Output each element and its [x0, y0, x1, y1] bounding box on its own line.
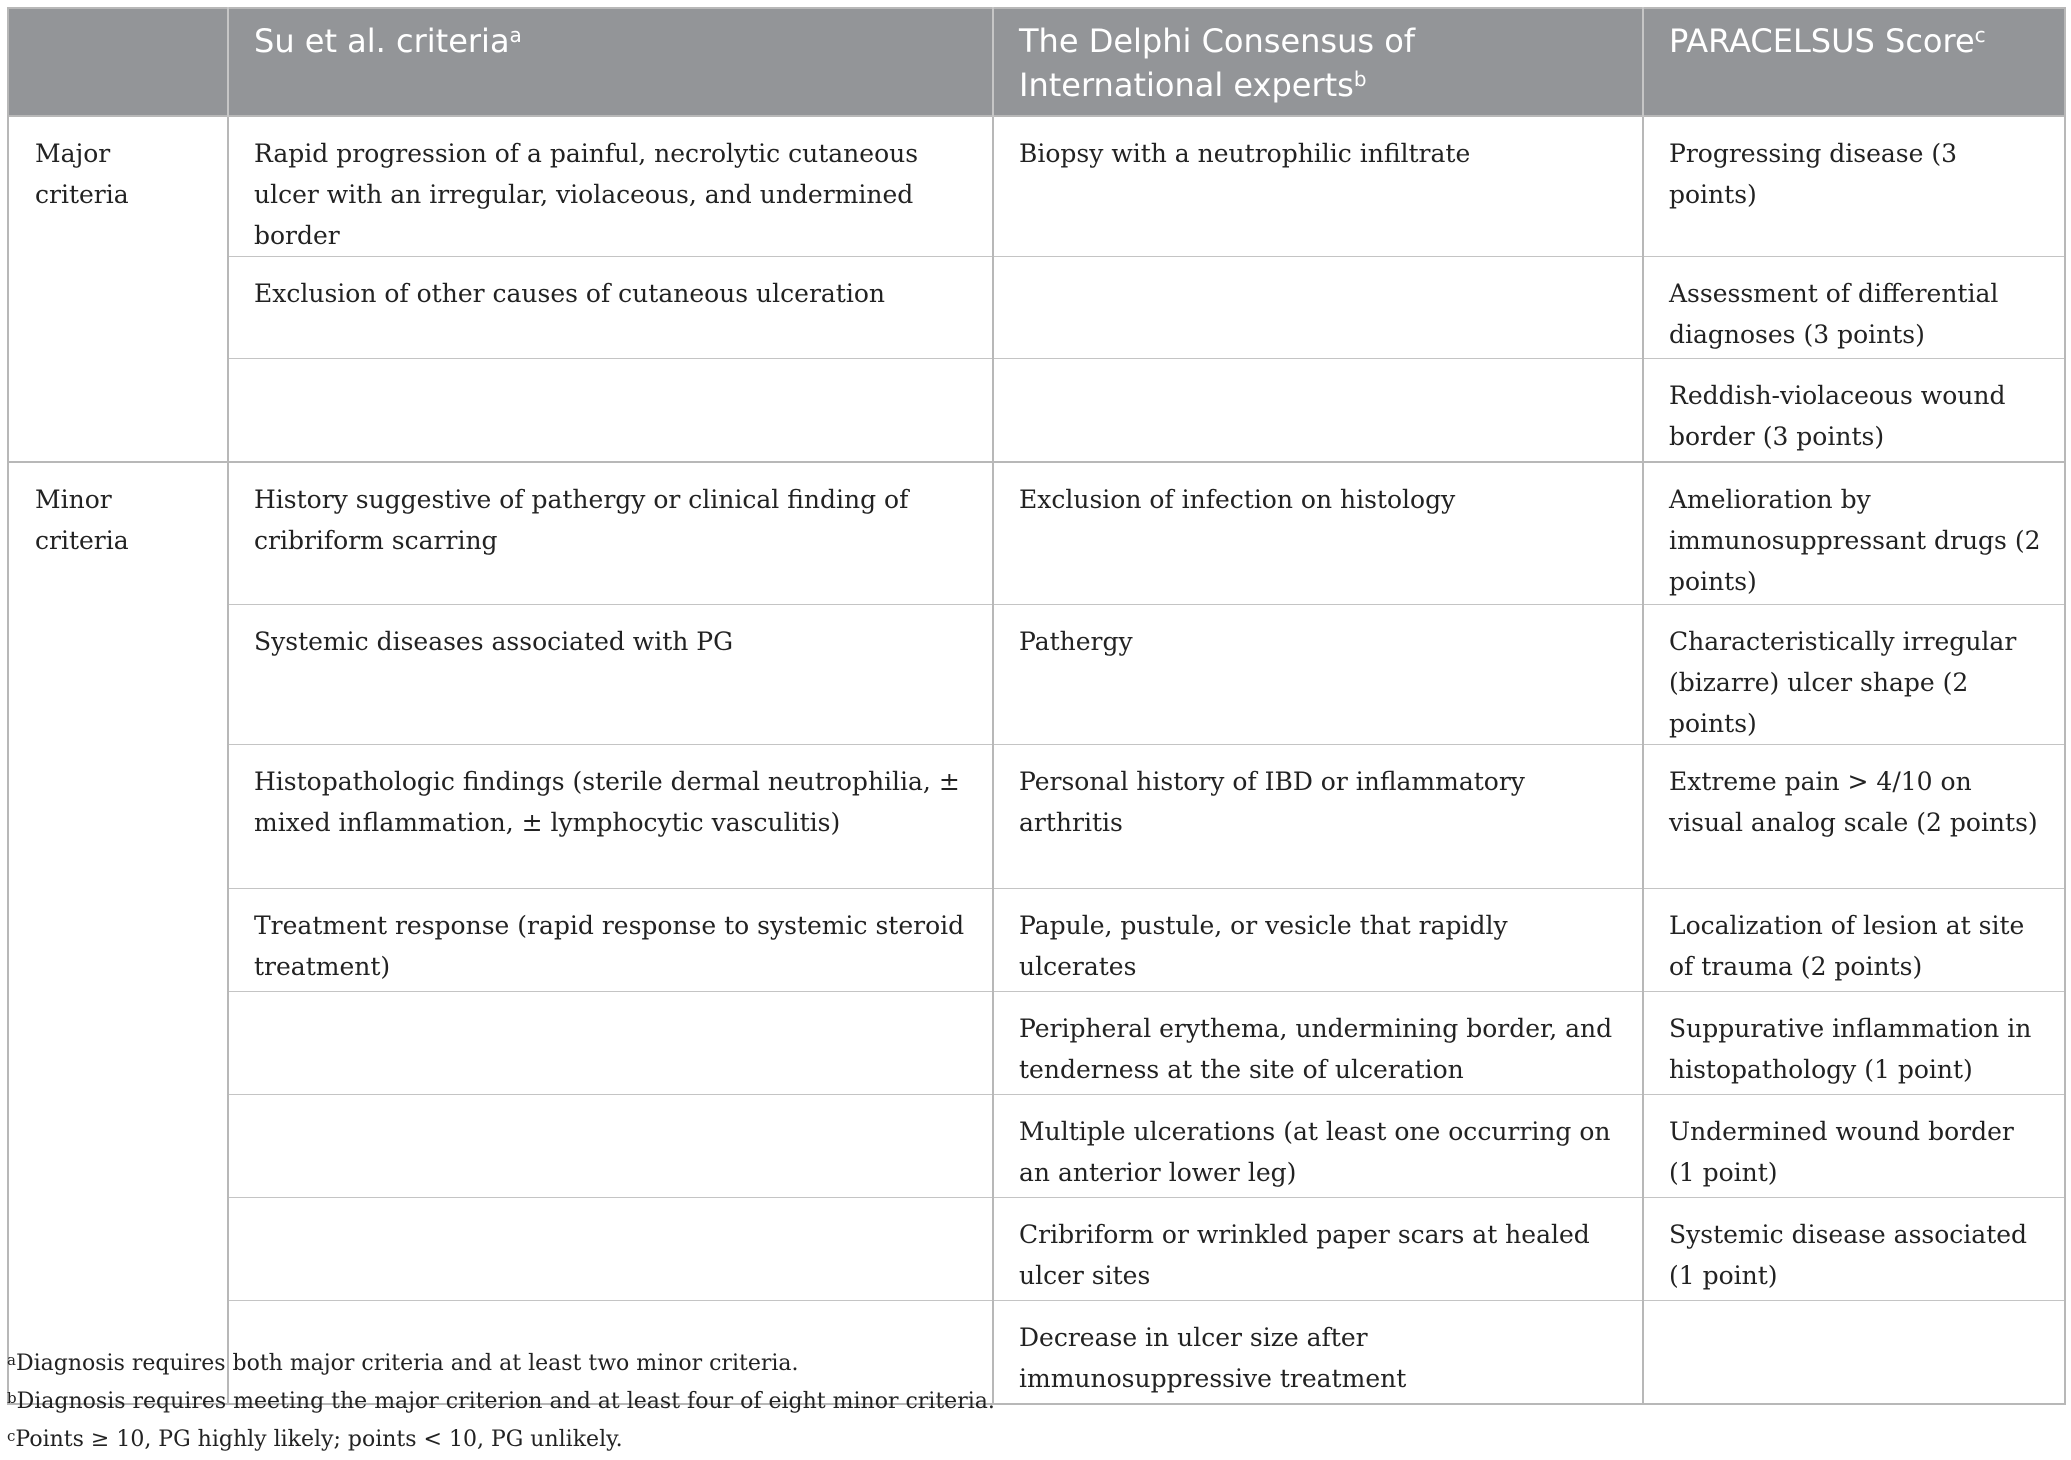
footnote-text: Diagnosis requires meeting the major criterion and at least four of eight minor criteria.: [16, 1389, 995, 1414]
delphi-criterion-cell: Personal history of IBD or inflammatory arthritis: [993, 745, 1643, 889]
header-delphi-footnote-mark: b: [1353, 67, 1367, 91]
header-su-criteria: [228, 8, 993, 116]
header-empty-cell: [8, 8, 228, 116]
delphi-criterion-cell: Papule, pustule, or vesicle that rapidly ulcerates: [993, 889, 1643, 992]
su-criterion-cell: [228, 1198, 993, 1301]
footnote-b: [7, 1383, 995, 1421]
table-row: [8, 992, 2065, 1095]
delphi-criterion-cell: Biopsy with a neutrophilic infiltrate: [993, 116, 1643, 257]
delphi-criterion-cell: Exclusion of infection on histology: [993, 462, 1643, 605]
paracelsus-criterion-cell: Reddish-violaceous wound border (3 points): [1643, 359, 2065, 462]
criteria-table: [7, 7, 2066, 1405]
footnote-mark: b: [7, 1389, 17, 1407]
paracelsus-criterion-cell: Systemic disease associated (1 point): [1643, 1198, 2065, 1301]
header-delphi-consensus: [993, 8, 1643, 116]
header-paracelsus-footnote-mark: c: [1974, 23, 1986, 47]
paracelsus-criterion-cell: Assessment of differential diagnoses (3 points): [1643, 257, 2065, 359]
footnote-mark: c: [7, 1427, 16, 1445]
footnote-c: [7, 1421, 995, 1459]
header-delphi-text: The Delphi Consensus of International experts: [1019, 22, 1416, 104]
delphi-criterion-cell: [993, 257, 1643, 359]
header-paracelsus-text: PARACELSUS Score: [1669, 22, 1975, 60]
table-row: [8, 1198, 2065, 1301]
table-row: [8, 605, 2065, 745]
paracelsus-criterion-cell: Characteristically irregular (bizarre) ulcer shape (2 points): [1643, 605, 2065, 745]
delphi-criterion-cell: Pathergy: [993, 605, 1643, 745]
footnote-a: [7, 1345, 995, 1383]
su-criterion-cell: Histopathologic findings (sterile dermal neutrophilia, ± mixed inflammation, ± lymphocytic vasculitis): [228, 745, 993, 889]
footnote-text: Diagnosis requires both major criteria and at least two minor criteria.: [15, 1351, 799, 1376]
header-paracelsus-score: [1643, 8, 2065, 116]
su-criterion-cell: [228, 1095, 993, 1198]
delphi-criterion-cell: [993, 359, 1643, 462]
footnote-mark: a: [7, 1351, 16, 1369]
table-row: [8, 1095, 2065, 1198]
su-criterion-cell: Exclusion of other causes of cutaneous ulceration: [228, 257, 993, 359]
su-criterion-cell: Rapid progression of a painful, necrolytic cutaneous ulcer with an irregular, violaceous, and undermined border: [228, 116, 993, 257]
delphi-criterion-cell: Decrease in ulcer size after immunosuppressive treatment: [993, 1301, 1643, 1404]
paracelsus-criterion-cell: Extreme pain > 4/10 on visual analog scale (2 points): [1643, 745, 2065, 889]
su-criterion-cell: [228, 359, 993, 462]
table-footnotes: [7, 1345, 995, 1459]
table-header-row: [8, 8, 2065, 116]
table-row: [8, 359, 2065, 462]
table-row: [8, 889, 2065, 992]
su-criterion-cell: History suggestive of pathergy or clinical finding of cribriform scarring: [228, 462, 993, 605]
paracelsus-criterion-cell: Progressing disease (3 points): [1643, 116, 2065, 257]
delphi-criterion-cell: Multiple ulcerations (at least one occurring on an anterior lower leg): [993, 1095, 1643, 1198]
header-su-footnote-mark: a: [509, 23, 522, 47]
paracelsus-criterion-cell: Undermined wound border (1 point): [1643, 1095, 2065, 1198]
header-su-text: Su et al. criteria: [254, 22, 510, 60]
table-row: [8, 257, 2065, 359]
su-criterion-cell: Treatment response (rapid response to systemic steroid treatment): [228, 889, 993, 992]
paracelsus-criterion-cell: [1643, 1301, 2065, 1404]
table-row: [8, 462, 2065, 605]
table-row: [8, 745, 2065, 889]
paracelsus-criterion-cell: Suppurative inflammation in histopathology (1 point): [1643, 992, 2065, 1095]
criteria-table-container: [7, 7, 2064, 1405]
minor-criteria-label: Minor criteria: [8, 462, 228, 1404]
delphi-criterion-cell: Cribriform or wrinkled paper scars at healed ulcer sites: [993, 1198, 1643, 1301]
footnote-text: Points ≥ 10, PG highly likely; points < 10, PG unlikely.: [15, 1427, 623, 1452]
delphi-criterion-cell: Peripheral erythema, undermining border, and tenderness at the site of ulceration: [993, 992, 1643, 1095]
table-row: [8, 116, 2065, 257]
su-criterion-cell: Systemic diseases associated with PG: [228, 605, 993, 745]
paracelsus-criterion-cell: Localization of lesion at site of trauma (2 points): [1643, 889, 2065, 992]
paracelsus-criterion-cell: Amelioration by immunosuppressant drugs (2 points): [1643, 462, 2065, 605]
major-criteria-label: Major criteria: [8, 116, 228, 462]
su-criterion-cell: [228, 992, 993, 1095]
